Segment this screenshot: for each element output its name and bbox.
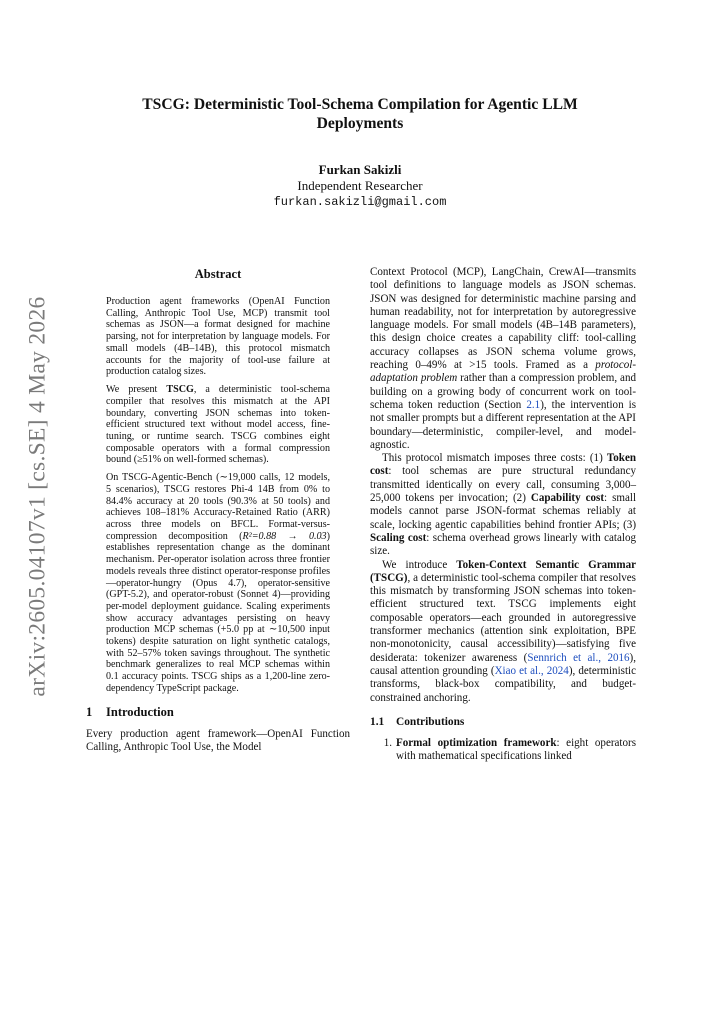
intro-paragraph-3 bbox=[370, 559, 636, 705]
author-affiliation: Independent Researcher bbox=[297, 178, 423, 193]
body-text: Context Protocol (MCP), LangChain, CrewAI—transmits tool definitions to language models as JSON schemas. JSON was designed for deterministic machine parsing and human readability, not for interpretation by autoregressive language models. For small models (4B–14B parameters), this design choice creates a capability cliff: tool-calling accuracy collapses as JSON schema volume grows, reaching 0–49% at >15 tools. Framed as a bbox=[370, 266, 636, 372]
body-text: : schema overhead grows linearly with catalog size. bbox=[370, 531, 636, 558]
author-name: Furkan Sakizli bbox=[318, 162, 402, 177]
bold-term: Capability cost bbox=[530, 492, 605, 505]
section-reference-link[interactable]: 2.1 bbox=[526, 398, 541, 411]
intro-paragraph-1 bbox=[370, 266, 636, 452]
abstract-bold-term: TSCG bbox=[166, 384, 194, 396]
bold-term: Token-Context Semantic Grammar (TSCG) bbox=[370, 558, 636, 584]
body-text: : small models cannot parse JSON-format schemas reliably at scale, locking agentic capabilities behind frontier APIs; (3) bbox=[370, 492, 637, 531]
abstract-section bbox=[106, 266, 330, 695]
arxiv-identifier-stamp bbox=[20, 295, 56, 697]
citation-link[interactable]: Xiao et al., 2024 bbox=[494, 664, 569, 677]
abstract-paragraph-3 bbox=[106, 472, 330, 694]
abstract-paragraph-2 bbox=[106, 384, 330, 466]
abstract-text: ) establishes representation change as the dominant mechanism. Per-operator isolation across three frontier models reveals three distinct operator-response profiles—operator-hungry (Opus 4.7), operator-sensitive (GPT-5.2), and operator-robust (Sonnet 4)—providing per-model deployment guidance. Scaling experiments show accuracy advantages persisting on heavy production MCP schemas (+5.0 pp at ∼10,500 input tokens) despite saturation on light synthetic catalogs, with 52–57% token savings throughout. The synthetic benchmark generalizes to real MCP schemas within 0.1 accuracy points. TSCG ships as a 1,200-line zero-dependency TypeScript package. bbox=[106, 530, 330, 694]
body-text: ), deterministic transforms, black-box compatibility, and budget-constrained anchoring. bbox=[370, 664, 636, 704]
list-item bbox=[370, 737, 636, 764]
section-title: Introduction bbox=[106, 704, 174, 719]
author-block bbox=[100, 162, 620, 211]
abstract-text: On TSCG-Agentic-Bench (∼19,000 calls, 12 models, 5 scenarios), TSCG restores Phi-4 14B from 0% to 84.4% accuracy at 20 tools (90.3% at 50 tools) and achieves 108–181% Accuracy-Retained Ratio (ARR) across three models on BFCL. Format-versus-compression decomposition ( bbox=[106, 472, 330, 542]
subsection-number: 1.1 bbox=[370, 715, 385, 728]
section-heading-introduction bbox=[86, 705, 350, 720]
subsection-title: Contributions bbox=[396, 715, 465, 728]
paper-title: TSCG: Deterministic Tool-Schema Compilation for Agentic LLM Deployments bbox=[142, 96, 578, 132]
abstract-heading: Abstract bbox=[194, 267, 242, 281]
bold-term: Scaling cost bbox=[370, 531, 427, 544]
body-text: We introduce bbox=[382, 558, 457, 571]
subsection-heading-contributions bbox=[370, 715, 636, 729]
body-text: , a deterministic tool-schema compiler that resolves this mismatch by transforming JSON schemas into token-efficient structured text. TSCG implements eight composable operators—each grounded in autoregressive transformer mechanics (attention sink exploitation, BPE non-monotonicity, causal accessibility)—satisfying five desiderata: tokenizer awareness ( bbox=[370, 571, 636, 664]
body-text: : eight operators with mathematical specifications linked bbox=[396, 736, 636, 763]
body-text: rather than a compression problem, and building on a growing body of concurrent work on tool-schema token reduction (Section bbox=[370, 372, 636, 411]
body-text: : tool schemas are pure structural redundancy transmitted identically on every call, consuming 3,000–25,000 tokens per invocation; (2) bbox=[370, 465, 636, 505]
right-column bbox=[370, 266, 636, 763]
left-column bbox=[86, 266, 350, 754]
bold-term: Token cost bbox=[370, 452, 636, 478]
body-text: This protocol mismatch imposes three costs: (1) bbox=[382, 452, 607, 465]
arxiv-identifier-text: arXiv:2605.04107v1 [cs.SE] 4 May 2026 bbox=[24, 295, 51, 697]
body-text: ), the intervention is not smaller prompts but a different representation at the API boundary—deterministic, compiler-level, and model-agnostic. bbox=[370, 398, 636, 451]
author-email[interactable]: furkan.sakizli@gmail.com bbox=[273, 195, 447, 209]
list-marker: 1. bbox=[383, 736, 392, 749]
abstract-math: R²=0.88 → 0.03 bbox=[242, 530, 327, 542]
section-number: 1 bbox=[86, 704, 93, 719]
abstract-text: We present bbox=[106, 384, 167, 396]
abstract-text: , a deterministic tool-schema compiler that resolves this mismatch at the API boundary, converting JSON schemas into token-efficient structured text without model access, fine-tuning, or runtime search. TSCG combines eight composable operators with a formal compression bound (≥51% on well-formed schemas). bbox=[106, 384, 330, 466]
abstract-paragraph-1: Production agent frameworks (OpenAI Function Calling, Anthropic Tool Use, MCP) transmit tool schemas as JSON—a format designed for machine parsing, not for interpretation by language models. For small models (4B–14B), this protocol mismatch accounts for the majority of tool-use failure at production catalog sizes. bbox=[106, 296, 330, 378]
list-item-text bbox=[396, 737, 636, 764]
bold-term: Formal optimization framework bbox=[396, 736, 557, 749]
italic-term: protocol-adaptation problem bbox=[370, 359, 636, 385]
body-text: ), causal attention grounding ( bbox=[370, 651, 636, 677]
intro-paragraph-left: Every production agent framework—OpenAI Function Calling, Anthropic Tool Use, the Model bbox=[86, 727, 350, 753]
citation-link[interactable]: Sennrich et al., 2016 bbox=[527, 651, 630, 664]
intro-paragraph-2 bbox=[370, 452, 636, 558]
